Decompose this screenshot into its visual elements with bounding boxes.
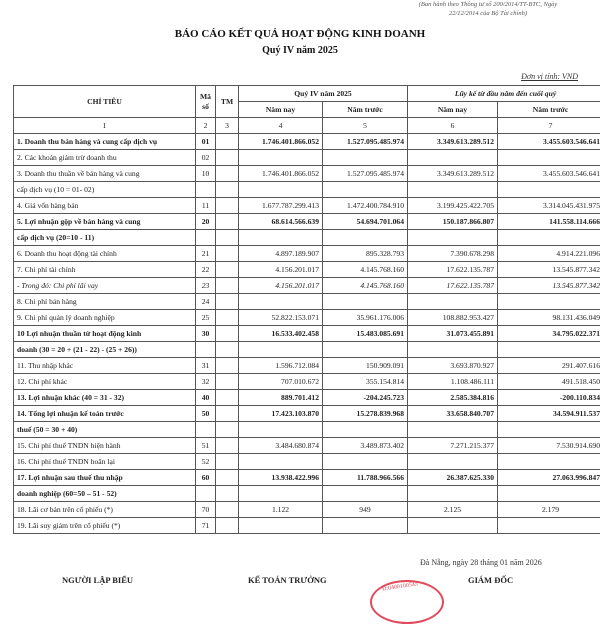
row-label: 8. Chi phí bán hàng (14, 294, 196, 310)
row-q-prev: 150.909.091 (323, 358, 408, 374)
row-ytd-prev: 2.179 (498, 502, 600, 518)
row-label: thuế (50 = 30 + 40) (14, 422, 196, 438)
row-q-prev: 895.328.793 (323, 246, 408, 262)
row-q-now: 1.596.712.084 (239, 358, 323, 374)
row-q-now (239, 230, 323, 246)
row-note (216, 518, 239, 534)
table-row (14, 166, 600, 182)
row-label: 6. Doanh thu hoạt động tài chính (14, 246, 196, 262)
row-q-now: 1.122 (239, 502, 323, 518)
index-cell: 1 (14, 118, 196, 134)
row-code: 01 (196, 134, 216, 150)
row-ytd-now (408, 150, 498, 166)
row-ytd-prev (498, 454, 600, 470)
row-note (216, 470, 239, 486)
row-ytd-now: 3.693.870.927 (408, 358, 498, 374)
table-row (14, 422, 600, 438)
table-row (14, 310, 600, 326)
row-ytd-prev: 3.455.603.546.641 (498, 166, 600, 182)
row-note (216, 406, 239, 422)
row-label: 10 Lợi nhuận thuần từ hoạt động kinh (14, 326, 196, 342)
row-q-prev (323, 518, 408, 534)
row-label: 19. Lãi suy giảm trên cổ phiếu (*) (14, 518, 196, 534)
table-row (14, 326, 600, 342)
row-q-prev (323, 230, 408, 246)
row-ytd-now (408, 182, 498, 198)
index-cell: 3 (216, 118, 239, 134)
table-row (14, 262, 600, 278)
row-ytd-prev: 13.545.877.342 (498, 278, 600, 294)
row-label: cấp dịch vụ (20=10 - 11) (14, 230, 196, 246)
row-label: 7. Chi phí tài chính (14, 262, 196, 278)
row-label: 2. Các khoản giảm trừ doanh thu (14, 150, 196, 166)
row-ytd-now (408, 230, 498, 246)
row-code: 40 (196, 390, 216, 406)
row-ytd-now: 2.125 (408, 502, 498, 518)
header-ytd-group: Lũy kế từ đầu năm đến cuối quý (408, 86, 600, 102)
row-q-prev: 1.527.095.485.974 (323, 166, 408, 182)
row-code: 50 (196, 406, 216, 422)
row-code: 71 (196, 518, 216, 534)
row-ytd-prev: 13.545.877.342 (498, 262, 600, 278)
row-ytd-now: 7.390.678.298 (408, 246, 498, 262)
table-row (14, 502, 600, 518)
header-q-now: Năm nay (239, 102, 323, 118)
row-ytd-prev: 4.914.221.096 (498, 246, 600, 262)
row-ytd-prev: 98.131.436.049 (498, 310, 600, 326)
row-note (216, 502, 239, 518)
row-ytd-now: 3.199.425.422.705 (408, 198, 498, 214)
row-ytd-now (408, 422, 498, 438)
table-row (14, 182, 600, 198)
row-note (216, 246, 239, 262)
row-ytd-prev (498, 294, 600, 310)
row-note (216, 150, 239, 166)
row-code (196, 342, 216, 358)
table-row (14, 230, 600, 246)
row-code: 32 (196, 374, 216, 390)
row-note (216, 326, 239, 342)
row-ytd-now (408, 486, 498, 502)
row-q-now: 4.156.201.017 (239, 278, 323, 294)
row-q-now (239, 422, 323, 438)
row-ytd-now: 2.585.384.816 (408, 390, 498, 406)
row-code: 23 (196, 278, 216, 294)
row-label: 4. Giá vốn hàng bán (14, 198, 196, 214)
table-body (14, 134, 600, 534)
row-note (216, 214, 239, 230)
row-q-prev: 1.472.400.784.910 (323, 198, 408, 214)
row-label: 13. Lợi nhuận khác (40 = 31 - 32) (14, 390, 196, 406)
row-label: 17. Lợi nhuận sau thuế thu nhập (14, 470, 196, 486)
signature-director: GIÁM ĐỐC (468, 575, 513, 585)
row-note (216, 454, 239, 470)
header-quarter-group: Quý IV năm 2025 (239, 86, 408, 102)
row-ytd-now: 108.882.953.427 (408, 310, 498, 326)
row-ytd-prev: 7.530.914.690 (498, 438, 600, 454)
row-ytd-prev (498, 230, 600, 246)
row-note (216, 278, 239, 294)
row-note (216, 134, 239, 150)
header-chi-tieu: CHỈ TIÊU (14, 86, 196, 118)
row-note (216, 342, 239, 358)
row-note (216, 374, 239, 390)
row-q-prev: 11.788.966.566 (323, 470, 408, 486)
index-cell: 7 (498, 118, 600, 134)
row-ytd-now: 31.073.455.891 (408, 326, 498, 342)
row-q-now: 4.156.201.017 (239, 262, 323, 278)
row-q-now: 68.614.566.639 (239, 214, 323, 230)
row-q-prev: 4.145.768.160 (323, 278, 408, 294)
row-note (216, 310, 239, 326)
table-row (14, 406, 600, 422)
row-note (216, 486, 239, 502)
row-code: 10 (196, 166, 216, 182)
row-q-now (239, 454, 323, 470)
table-row (14, 374, 600, 390)
row-ytd-prev: 34.594.911.537 (498, 406, 600, 422)
row-label: 12. Chi phí khác (14, 374, 196, 390)
row-q-now: 1.746.401.866.052 (239, 166, 323, 182)
row-note (216, 198, 239, 214)
row-q-now: 889.701.412 (239, 390, 323, 406)
row-ytd-now (408, 518, 498, 534)
row-q-prev (323, 454, 408, 470)
index-cell: 2 (196, 118, 216, 134)
row-label: 15. Chi phí thuế TNDN hiện hành (14, 438, 196, 454)
row-note (216, 358, 239, 374)
row-ytd-now: 1.108.486.111 (408, 374, 498, 390)
header-ytd-now: Năm nay (408, 102, 498, 118)
row-q-prev: 35.961.176.006 (323, 310, 408, 326)
row-q-now: 52.822.153.071 (239, 310, 323, 326)
signature-preparer: NGƯỜI LẬP BIỂU (62, 575, 133, 585)
report-title: BÁO CÁO KẾT QUẢ HOẠT ĐỘNG KINH DOANH (0, 28, 600, 40)
row-q-prev: 1.527.095.485.974 (323, 134, 408, 150)
income-statement-table (13, 85, 600, 534)
row-code: 70 (196, 502, 216, 518)
row-q-prev: 15.278.839.968 (323, 406, 408, 422)
row-label: doanh (30 = 20 + (21 - 22) - (25 + 26)) (14, 342, 196, 358)
row-ytd-now: 150.187.866.807 (408, 214, 498, 230)
row-ytd-now: 33.658.840.707 (408, 406, 498, 422)
index-cell: 4 (239, 118, 323, 134)
row-q-prev: 3.489.873.402 (323, 438, 408, 454)
row-ytd-now: 26.387.625.330 (408, 470, 498, 486)
header-q-prev: Năm trước (323, 102, 408, 118)
row-ytd-prev (498, 182, 600, 198)
row-code: 11 (196, 198, 216, 214)
row-q-prev: 54.694.701.064 (323, 214, 408, 230)
table-row (14, 134, 600, 150)
row-ytd-now (408, 294, 498, 310)
row-code: 20 (196, 214, 216, 230)
row-q-now: 3.484.680.874 (239, 438, 323, 454)
row-q-prev (323, 150, 408, 166)
row-note (216, 390, 239, 406)
table-row (14, 214, 600, 230)
table-row (14, 390, 600, 406)
company-stamp-text: Đ:0400100545 (382, 582, 418, 593)
index-cell: 5 (323, 118, 408, 134)
row-ytd-prev: -200.110.834 (498, 390, 600, 406)
row-ytd-prev (498, 422, 600, 438)
row-q-now: 1.746.401.866.052 (239, 134, 323, 150)
index-cell: 6 (408, 118, 498, 134)
report-period: Quý IV năm 2025 (0, 45, 600, 56)
row-ytd-now: 3.349.613.289.512 (408, 134, 498, 150)
row-ytd-prev (498, 150, 600, 166)
row-q-now: 17.423.103.870 (239, 406, 323, 422)
row-label: 14. Tổng lợi nhuận kế toán trước (14, 406, 196, 422)
row-code: 51 (196, 438, 216, 454)
currency-unit: Đơn vị tính: VND (521, 72, 578, 81)
row-q-prev: 949 (323, 502, 408, 518)
regulation-note-line2: 22/12/2014 của Bộ Tài chính) (388, 9, 588, 18)
table-row (14, 438, 600, 454)
row-ytd-now: 17.622.135.787 (408, 278, 498, 294)
table-row (14, 358, 600, 374)
row-q-now: 1.677.787.299.413 (239, 198, 323, 214)
row-ytd-prev (498, 518, 600, 534)
row-code: 24 (196, 294, 216, 310)
row-label: 16. Chi phí thuế TNDN hoãn lại (14, 454, 196, 470)
table-row (14, 198, 600, 214)
row-ytd-prev (498, 486, 600, 502)
row-ytd-prev: 3.455.603.546.641 (498, 134, 600, 150)
row-code: 60 (196, 470, 216, 486)
row-ytd-now: 3.349.613.289.512 (408, 166, 498, 182)
table-row (14, 278, 600, 294)
signature-chief-accountant: KẾ TOÁN TRƯỞNG (248, 575, 327, 585)
row-ytd-now: 7.271.215.377 (408, 438, 498, 454)
row-label: 9. Chi phí quản lý doanh nghiệp (14, 310, 196, 326)
row-code (196, 422, 216, 438)
row-label: 18. Lãi cơ bản trên cổ phiếu (*) (14, 502, 196, 518)
row-q-now: 4.897.189.907 (239, 246, 323, 262)
row-note (216, 230, 239, 246)
row-q-prev: 15.483.085.691 (323, 326, 408, 342)
table-row (14, 518, 600, 534)
row-label: cấp dịch vụ (10 = 01- 02) (14, 182, 196, 198)
row-label: 11. Thu nhập khác (14, 358, 196, 374)
row-code: 25 (196, 310, 216, 326)
row-ytd-prev: 291.407.616 (498, 358, 600, 374)
table-row (14, 342, 600, 358)
row-ytd-prev (498, 342, 600, 358)
row-note (216, 422, 239, 438)
row-ytd-now (408, 342, 498, 358)
row-q-prev: 4.145.768.160 (323, 262, 408, 278)
row-note (216, 438, 239, 454)
row-code (196, 486, 216, 502)
table-row (14, 486, 600, 502)
table-row (14, 470, 600, 486)
table-row (14, 246, 600, 262)
row-q-now (239, 150, 323, 166)
row-q-now: 13.938.422.996 (239, 470, 323, 486)
row-q-now (239, 182, 323, 198)
row-q-prev (323, 294, 408, 310)
row-q-now: 707.010.672 (239, 374, 323, 390)
row-q-now (239, 342, 323, 358)
row-ytd-prev: 141.558.114.666 (498, 214, 600, 230)
row-code: 52 (196, 454, 216, 470)
row-label: 3. Doanh thu thuần về bán hàng và cung (14, 166, 196, 182)
row-code: 21 (196, 246, 216, 262)
row-label: - Trong đó: Chi phí lãi vay (14, 278, 196, 294)
row-label: doanh nghiệp (60=50 – 51 - 52) (14, 486, 196, 502)
table-row (14, 150, 600, 166)
row-ytd-prev: 34.795.022.371 (498, 326, 600, 342)
row-q-prev (323, 486, 408, 502)
row-ytd-now (408, 454, 498, 470)
row-note (216, 262, 239, 278)
row-code: 22 (196, 262, 216, 278)
header-ma-so: Mã số (196, 86, 216, 118)
table-row (14, 294, 600, 310)
row-label: 5. Lợi nhuận gộp về bán hàng và cung (14, 214, 196, 230)
row-label: 1. Doanh thu bán hàng và cung cấp dịch vụ (14, 134, 196, 150)
row-ytd-prev: 27.063.996.847 (498, 470, 600, 486)
regulation-note-line1: (Ban hành theo Thông tư số 200/2014/TT-BTC, Ngày (388, 0, 588, 9)
table-row (14, 454, 600, 470)
regulation-note (388, 0, 588, 18)
row-q-prev: 355.154.814 (323, 374, 408, 390)
row-q-prev: -204.245.723 (323, 390, 408, 406)
header-ytd-prev: Năm trước (498, 102, 600, 118)
row-code: 30 (196, 326, 216, 342)
row-ytd-now: 17.622.135.787 (408, 262, 498, 278)
header-tm: TM (216, 86, 239, 118)
row-code (196, 182, 216, 198)
date-place: Đà Nẵng, ngày 28 tháng 01 năm 2026 (420, 558, 542, 567)
row-q-now: 16.533.402.458 (239, 326, 323, 342)
row-note (216, 294, 239, 310)
row-q-prev (323, 342, 408, 358)
row-code (196, 230, 216, 246)
row-note (216, 166, 239, 182)
row-q-prev (323, 422, 408, 438)
row-q-now (239, 518, 323, 534)
row-q-prev (323, 182, 408, 198)
row-q-now (239, 294, 323, 310)
row-code: 31 (196, 358, 216, 374)
row-ytd-prev: 491.518.450 (498, 374, 600, 390)
row-note (216, 182, 239, 198)
row-q-now (239, 486, 323, 502)
row-code: 02 (196, 150, 216, 166)
row-ytd-prev: 3.314.045.431.975 (498, 198, 600, 214)
